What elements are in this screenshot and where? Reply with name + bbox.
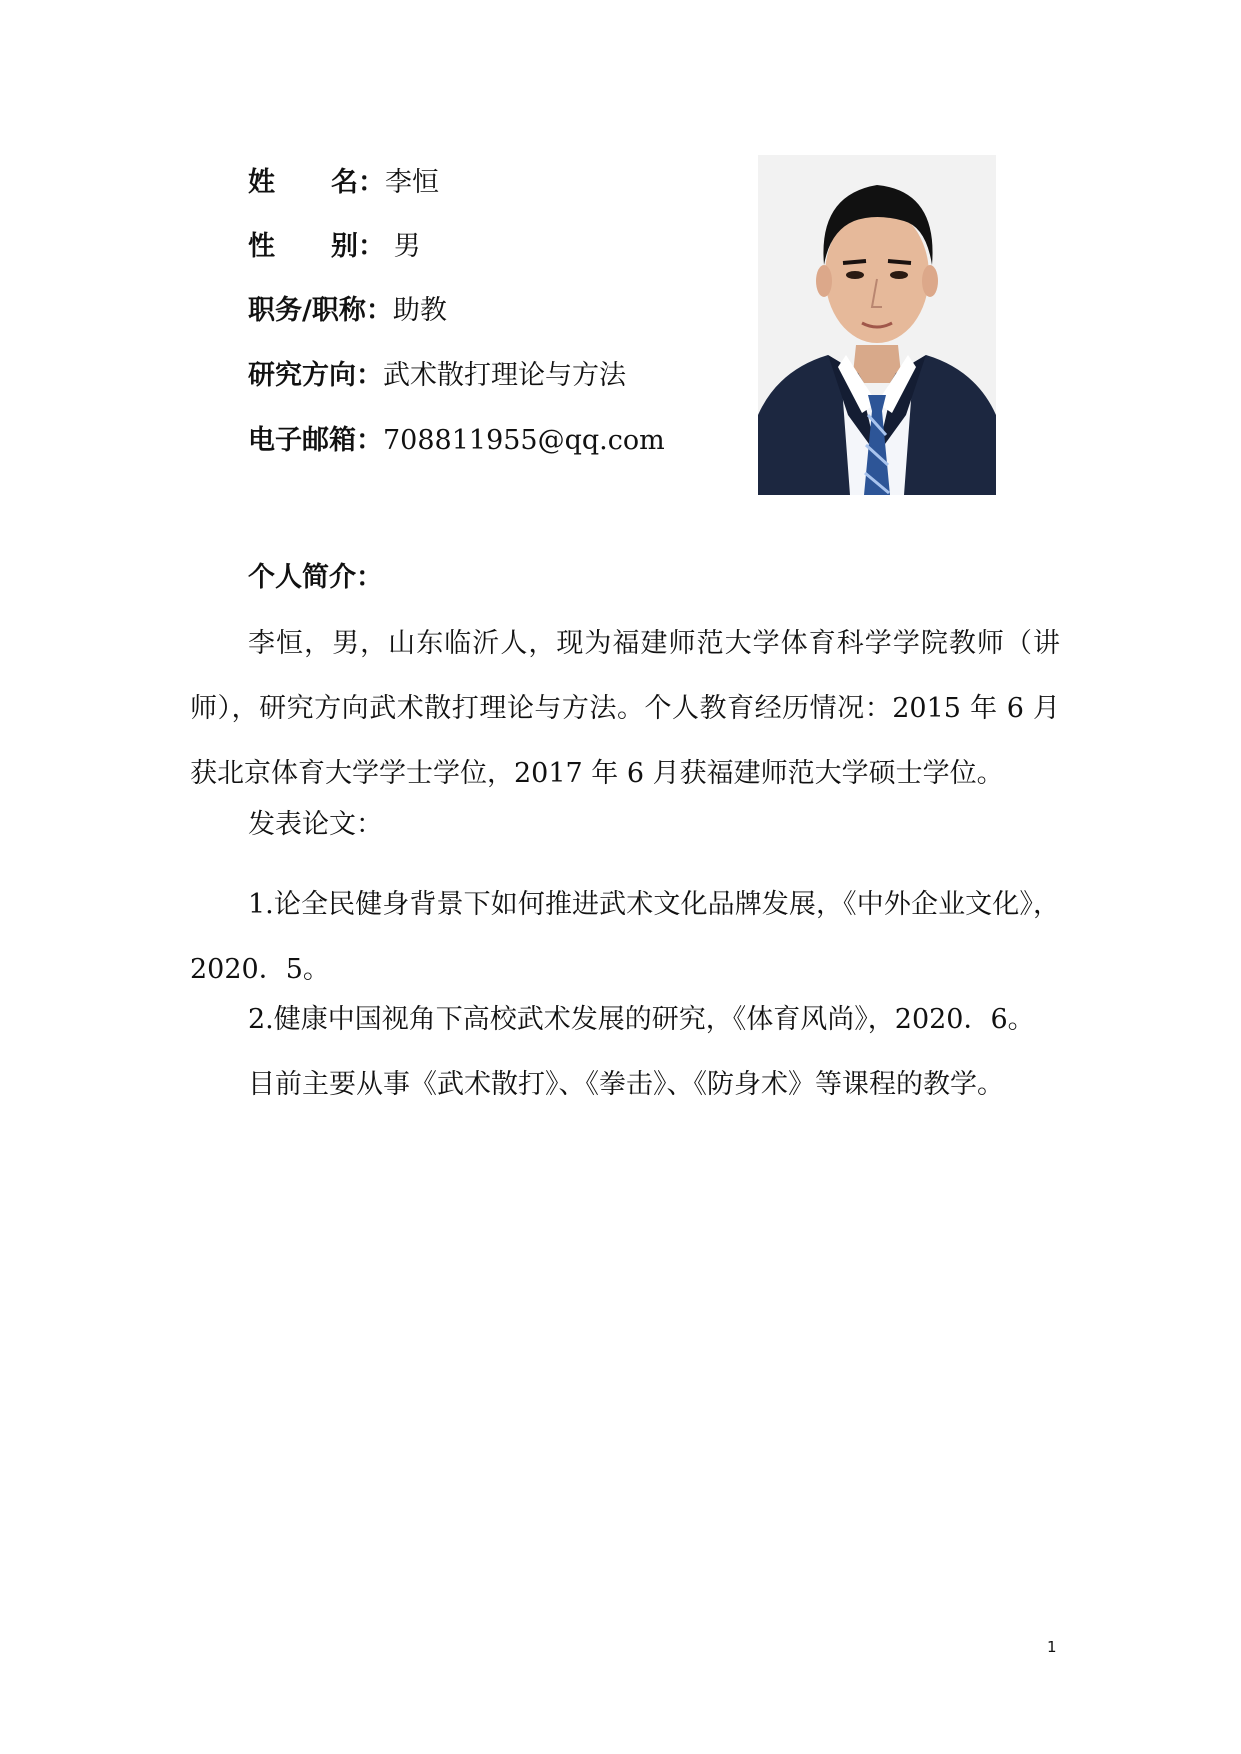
research-value: 武术散打理论与方法 bbox=[383, 360, 626, 391]
gender-label: 性别： bbox=[248, 231, 385, 262]
title-row bbox=[248, 291, 447, 331]
research-row bbox=[248, 356, 626, 396]
email-row bbox=[248, 421, 665, 461]
gender-row bbox=[248, 227, 421, 267]
papers-heading: 发表论文： bbox=[248, 809, 383, 840]
title-label: 职务/职称： bbox=[248, 295, 393, 326]
paper-item-2: 2.健康中国视角下高校武术发展的研究，《体育风尚》，2020．6。 bbox=[248, 1004, 1035, 1035]
page-number: 1 bbox=[1047, 1638, 1057, 1656]
portrait-illustration bbox=[758, 155, 996, 495]
paper-item-1: 1.论全民健身背景下如何推进武术文化品牌发展，《中外企业文化》，2020．5。 bbox=[190, 889, 1060, 985]
courses-text: 目前主要从事《武术散打》、《拳击》、《防身术》等课程的教学。 bbox=[248, 1069, 1004, 1100]
portrait-photo bbox=[758, 155, 996, 495]
gender-value: 男 bbox=[385, 231, 421, 262]
name-label: 姓名： bbox=[248, 167, 385, 198]
name-value: 李恒 bbox=[385, 167, 439, 198]
email-label: 电子邮箱： bbox=[248, 425, 383, 456]
intro-paragraph: 李恒，男，山东临沂人，现为福建师范大学体育科学学院教师（讲师），研究方向武术散打理论与方法。个人教育经历情况：2015 年 6 月获北京体育大学学士学位，2017 年 6 月获福建师范大学硕士学位。 bbox=[190, 628, 1060, 789]
name-row bbox=[248, 163, 439, 203]
email-value: 708811955@qq.com bbox=[383, 425, 665, 456]
research-label: 研究方向： bbox=[248, 360, 383, 391]
title-value: 助教 bbox=[392, 295, 447, 326]
intro-heading: 个人简介： bbox=[248, 562, 383, 593]
